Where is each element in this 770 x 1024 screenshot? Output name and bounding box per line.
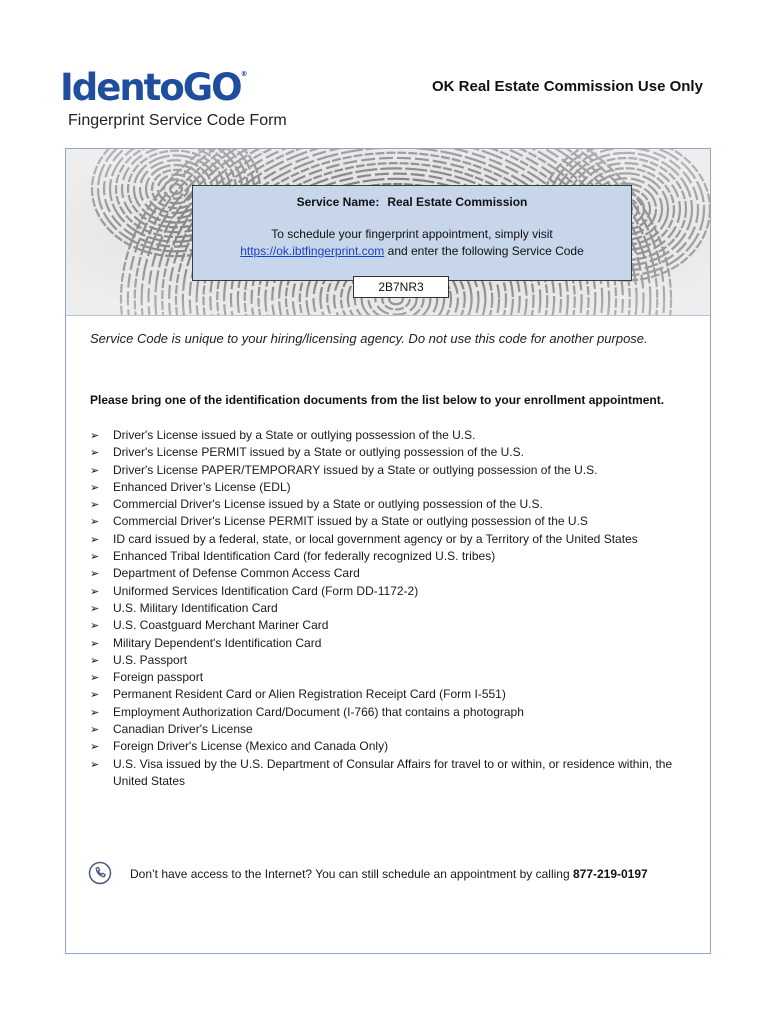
document-list-item: ➢ Permanent Resident Card or Alien Registration Receipt Card (Form I-551) — [90, 686, 695, 703]
agency-use-label: OK Real Estate Commission Use Only — [432, 78, 703, 95]
document-list-item: ➢ U.S. Military Identification Card — [90, 600, 695, 617]
document-list-item: ➢ U.S. Passport — [90, 652, 695, 669]
service-name-value: Real Estate Commission — [387, 195, 528, 209]
schedule-text: To schedule your fingerprint appointment, simply visit — [271, 227, 553, 241]
service-name-line — [193, 195, 631, 209]
identogo-logo — [60, 66, 248, 109]
schedule-instructions — [193, 226, 631, 260]
document-list — [90, 427, 695, 790]
document-list-item: ➢ Driver's License issued by a State or outlying possession of the U.S. — [90, 427, 695, 444]
fingerprint-banner — [66, 149, 710, 316]
document-list-item: ➢ Driver's License PERMIT issued by a State or outlying possession of the U.S. — [90, 444, 695, 461]
after-link-text: and enter the following Service Code — [387, 244, 584, 258]
logo-trademark: ® — [240, 70, 248, 78]
service-name-label: Service Name: — [296, 195, 380, 209]
document-list-item: ➢ Department of Defense Common Access Card — [90, 565, 695, 582]
document-list-item: ➢ Enhanced Driver’s License (EDL) — [90, 479, 695, 496]
logo-text: IdentoGO — [60, 66, 241, 109]
service-code-box: 2B7NR3 — [353, 276, 449, 298]
document-list-item: ➢ Enhanced Tribal Identification Card (for federally recognized U.S. tribes) — [90, 548, 695, 565]
document-list-item: ➢ Commercial Driver's License PERMIT issued by a State or outlying possession of the U.S — [90, 513, 695, 530]
form-frame — [65, 148, 711, 954]
phone-notice — [130, 867, 648, 881]
phone-notice-text: Don’t have access to the Internet? You can still schedule an appointment by calling — [130, 867, 570, 881]
document-list-item: ➢ Driver's License PAPER/TEMPORARY issued by a State or outlying possession of the U.S. — [90, 462, 695, 479]
document-list-item: ➢ ID card issued by a federal, state, or local government agency or by a Territory of the United States — [90, 531, 695, 548]
service-code-notice: Service Code is unique to your hiring/licensing agency. Do not use this code for another purpose. — [90, 331, 648, 346]
phone-icon — [88, 861, 112, 885]
service-info-box — [192, 185, 632, 281]
document-list-item: ➢ Military Dependent's Identification Card — [90, 635, 695, 652]
document-list-item: ➢ Foreign Driver's License (Mexico and Canada Only) — [90, 738, 695, 755]
document-list-item: ➢ Foreign passport — [90, 669, 695, 686]
document-list-item: ➢ U.S. Coastguard Merchant Mariner Card — [90, 617, 695, 634]
document-list-item: ➢ Canadian Driver's License — [90, 721, 695, 738]
document-list-item: ➢ Employment Authorization Card/Document (I-766) that contains a photograph — [90, 704, 695, 721]
phone-number[interactable]: 877-219-0197 — [572, 867, 648, 881]
document-list-item: ➢ U.S. Visa issued by the U.S. Department of Consular Affairs for travel to or within, or residence within, the United States — [90, 756, 695, 791]
document-list-item: ➢ Uniformed Services Identification Card (Form DD-1172-2) — [90, 583, 695, 600]
documents-heading: Please bring one of the identification documents from the list below to your enrollment appointment. — [90, 393, 665, 407]
scheduling-link[interactable]: https://ok.ibtfingerprint.com — [240, 244, 385, 258]
form-subtitle: Fingerprint Service Code Form — [68, 112, 287, 129]
document-list-item: ➢ Commercial Driver's License issued by a State or outlying possession of the U.S. — [90, 496, 695, 513]
